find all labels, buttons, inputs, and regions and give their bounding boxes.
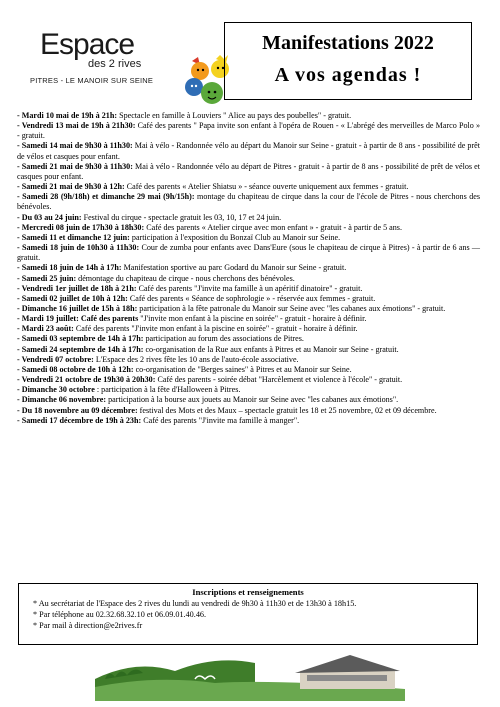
event-text: Café des parents « Atelier Shiatsu » - séance ouverte uniquement aux femmes - gratuit. — [124, 182, 409, 192]
event-item — [17, 334, 480, 344]
event-text: montage du chapiteau de cirque dans la cour de l'école de Pitres - nous cherchons des bénévoles. — [17, 192, 480, 212]
event-item — [17, 243, 480, 263]
title-box — [224, 22, 472, 100]
event-date: - Du 03 au 24 juin: — [17, 212, 82, 222]
event-item — [17, 365, 480, 375]
info-line-phone: * Par téléphone au 02.32.68.32.10 et 06.09.01.40.46. — [33, 610, 207, 619]
info-line-mail: * Par mail à direction@e2rives.fr — [33, 621, 143, 630]
event-item — [17, 294, 480, 304]
event-text: participation à la bourse aux jouets au Manoir sur Seine avec "les cabanes aux émotions". — [106, 395, 399, 405]
info-title: Inscriptions et renseignements — [192, 587, 304, 597]
event-item — [17, 223, 480, 233]
event-item — [17, 355, 480, 365]
event-item — [17, 192, 480, 212]
event-date: - Samedi 24 septembre de 14h à 17h: — [17, 344, 144, 354]
event-item — [17, 121, 480, 141]
event-text: festival des Mots et des Maux – spectacle gratuit les 18 et 25 novembre, 02 et 09 décembre. — [137, 405, 437, 415]
event-date: - Samedi 17 décembre de 19h à 23h: — [17, 415, 142, 425]
logo-tagline: PITRES - LE MANOIR SUR SEINE — [30, 76, 154, 85]
logo-sub: des 2 rives — [88, 58, 142, 70]
events-list — [17, 111, 480, 426]
event-item — [17, 324, 480, 334]
event-date: - Dimanche 06 novembre: — [17, 395, 107, 405]
landscape-illustration — [95, 649, 405, 701]
page-header — [0, 0, 500, 108]
event-text: participation à l'exposition du Bonzaï Club au Manoir sur Seine. — [129, 232, 341, 242]
event-date: - Samedi 25 juin: — [17, 273, 77, 283]
event-text: Café des parents "J'invite ma famille à un apéritif dinatoire" - gratuit. — [136, 283, 363, 293]
event-date: - Vendredi 07 octobre: — [17, 354, 94, 364]
event-text: participation à la fête patronale du Manoir sur Seine avec "les cabanes aux émotions" - gratuit. — [137, 303, 446, 313]
page-subtitle: A vos agendas ! — [274, 64, 422, 86]
event-text: "J'invite mon enfant à la piscine en soirée" - gratuit - horaire à définir. — [138, 314, 367, 324]
event-text: Mai à vélo - Randonnée vélo au départ du Manoir sur Seine - gratuit - à partir de 8 ans - possibilité de prêt de vélos et casques pour enfant. — [17, 141, 480, 161]
event-text: Café des parents " Papa invite son enfant à l'opéra de Rouen - « L'abrégé des merveilles de Marco Polo » - gratuit. — [17, 121, 481, 141]
logo-word: Espace — [40, 28, 135, 61]
event-date: - Samedi 11 et dimanche 12 juin: — [17, 232, 130, 242]
event-text: co-organisation de "Berges saines" à Pitres et au Manoir sur Seine. — [133, 364, 352, 374]
event-date: - Vendredi 13 mai de 19h à 21h30: — [17, 121, 136, 131]
event-item — [17, 385, 480, 395]
event-item — [17, 345, 480, 355]
event-date: - Dimanche 30 octobre — [17, 385, 95, 395]
event-date: - Mardi 23 août: — [17, 324, 74, 334]
info-line-office: * Au secrétariat de l'Espace des 2 rives du lundi au vendredi de 9h30 à 11h30 et de 13h30 à 18h15. — [33, 599, 357, 608]
event-item — [17, 274, 480, 284]
event-date: - Samedi 14 mai de 9h30 à 11h30: — [17, 141, 133, 151]
event-date: - Vendredi 1er juillet de 18h à 21h: — [17, 283, 137, 293]
event-item — [17, 141, 480, 161]
event-text: Mai à vélo - Randonnée vélo au départ de Pitres - gratuit - à partir de 8 ans - possibilité de prêt de vélos et casques pour enfant. — [17, 161, 480, 181]
event-text: : participation à la fête d'Halloween à Pitres. — [94, 385, 241, 395]
event-date: - Dimanche 16 juillet de 15h à 18h: — [17, 303, 138, 313]
event-date: - Samedi 28 (9h/18h) et dimanche 29 mai (9h/15h): — [17, 192, 195, 202]
event-date: - Samedi 18 juin de 14h à 17h: — [17, 263, 122, 273]
event-date: - Mardi 19 juillet: Café des parents — [17, 314, 139, 324]
event-text: démontage du chapiteau de cirque - nous cherchons des bénévoles. — [76, 273, 295, 283]
event-text: Café des parents "J'invite mon enfant à la piscine en soirée" - gratuit - horaire à définir. — [73, 324, 358, 334]
event-item — [17, 375, 480, 385]
event-text: Festival du cirque - spectacle gratuit les 03, 10, 17 et 24 juin. — [81, 212, 282, 222]
event-item — [17, 304, 480, 314]
event-item — [17, 111, 480, 121]
event-text: co-organisation de la Rue aux enfants à Pitres et au Manoir sur Seine - gratuit. — [143, 344, 399, 354]
espace-logo — [30, 30, 220, 90]
event-date: - Samedi 21 mai de 9h30 à 12h: — [17, 182, 125, 192]
event-text: L'Espace des 2 rives fête les 10 ans de l'auto-école associative. — [93, 354, 299, 364]
event-text: Café des parents - soirée débat "Harcèlement et violence à l'école" - gratuit. — [155, 375, 403, 385]
event-item — [17, 416, 480, 426]
event-date: - Samedi 08 octobre de 10h à 12h: — [17, 364, 134, 374]
event-text: Spectacle en famille à Louviers " Alice au pays des poubelles" - gratuit. — [117, 111, 352, 120]
event-item — [17, 233, 480, 243]
event-date: - Samedi 03 septembre de 14h à 17h: — [17, 334, 144, 344]
event-text: participation au forum des associations de Pitres. — [143, 334, 304, 344]
event-item — [17, 314, 480, 324]
event-item — [17, 162, 480, 182]
event-text: Café des parents « Atelier cirque avec mon enfant » - gratuit - à partir de 5 ans. — [144, 222, 402, 232]
info-box — [18, 583, 478, 645]
event-item — [17, 395, 480, 405]
event-date: - Du 18 novembre au 09 décembre: — [17, 405, 138, 415]
event-date: - Vendredi 21 octobre de 19h30 à 20h30: — [17, 375, 156, 385]
event-date: - Samedi 02 juillet de 10h à 12h: — [17, 293, 128, 303]
event-text: Cour de zumba pour enfants avec Dans'Eure (sous le chapiteau de cirque à Pitres) - à partir de 6 ans — gratuit. — [17, 243, 480, 263]
event-date: - Samedi 18 juin de 10h30 à 11h30: — [17, 243, 140, 253]
event-date: - Samedi 21 mai de 9h30 à 11h30: — [17, 161, 133, 171]
event-item — [17, 213, 480, 223]
event-date: - Mercredi 08 juin de 17h30 à 18h30: — [17, 222, 145, 232]
event-item — [17, 284, 480, 294]
event-text: Café des parents "J'invite ma famille à manger". — [141, 415, 300, 425]
event-item — [17, 406, 480, 416]
event-item — [17, 182, 480, 192]
page-title: Manifestations 2022 — [262, 32, 434, 54]
event-text: Café des parents « Séance de sophrologie » - réservée aux femmes - gratuit. — [127, 293, 376, 303]
event-date: - Mardi 10 mai de 19h à 21h: — [17, 111, 118, 120]
event-item — [17, 263, 480, 273]
event-text: Manifestation sportive au parc Godard du Manoir sur Seine - gratuit. — [121, 263, 347, 273]
